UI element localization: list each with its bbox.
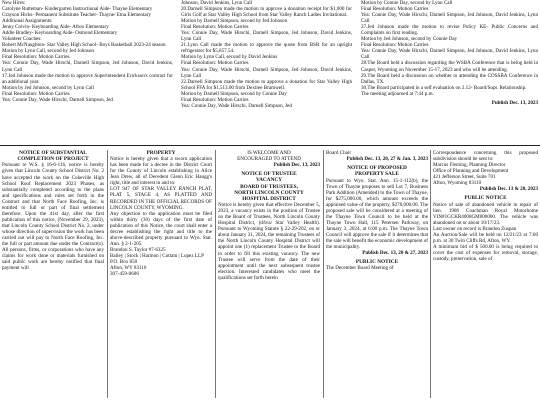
minutes-column-2	[181, 0, 352, 142]
minutes-line: 21.Lynn Call made the motion to approve the quote from BSR for an upright refrigerator for $5,857.54.	[181, 42, 352, 55]
column-divider	[323, 150, 324, 398]
publish-date: Publish Dec. 13, 2023	[491, 99, 538, 106]
notice-heading: NORTH LINCOLN COUNTY	[234, 189, 304, 196]
notice-heading: PUBLIC NOTICE	[464, 195, 507, 202]
notice-lead: ENCOURAGED TO ATTEND	[237, 156, 301, 163]
minutes-line: 22.Darnell Simpson made the motion to approve a donation for Star Valley High School FFA for $1,513.00 from Dextree Bramwell.	[181, 78, 352, 91]
minutes-line: Motion by Lynn Call, second by Jed Johnson	[2, 48, 94, 55]
notice-lead: Board Chair	[326, 150, 352, 156]
notice-heading: NOTICE OF TRUSTEE	[241, 171, 297, 178]
minutes-line: The meeting adjourned at 7:44 p.m.	[361, 90, 434, 97]
minutes-line: Grayson Hicks- Permanent Substitute Teacher- Thayne/ Etna Elementary	[2, 12, 151, 19]
notice-heading: COMPLETION OF PROJECT	[17, 156, 89, 163]
notice-property	[110, 150, 212, 400]
minutes-line: Additional Assignments:	[2, 18, 53, 25]
notice-body: Last owner on record is Brandon Zuspan	[433, 225, 517, 232]
minutes-line: 30.The Board participated in a self evaluation on 2.12- Board/Supt. Relationship.	[361, 84, 527, 91]
signature-line: 421 Jefferson Street, Suite 701	[433, 174, 496, 181]
notice-body: Any objection to the application must be filed within thirty (30) days of the first date of publication of this Notice, the court shall enter a decree establishing the right and title to the above-described property pursuant to Wyo. Stat. Ann. § 2-1-205.	[110, 210, 212, 247]
minutes-line: Volunteer Coaches:	[2, 36, 42, 43]
minutes-line: 17.Jed Johnson made the motion to approve Superintendent Erickson's contract for an additional year.	[2, 72, 173, 85]
notice-heading: PUBLIC NOTICE	[355, 259, 399, 266]
minutes-line: Yea: Connie Day, Wade Hirschi, Darnell Simpson, Jed Johnson, David Jenkins, Lynn Call	[181, 30, 352, 43]
notice-heading: PROPERTY	[146, 150, 176, 156]
notice-heading: PROPERTY SALE	[355, 171, 399, 178]
minutes-line: Motion by Jed Johnson, second by Lynn Call	[2, 84, 94, 91]
notice-body: Pursuant to Wyo. Stat. Ann. 15-1-112(b), the Town of Thayne proposes to sell Lot 7, Business Park Addition (Amended) to the Town of Thayne, for $275,000.00, which amount exceeds the appraised value of the property, $270,000.00. The proposed sale will be considered at a meeting of the Thayne Town Council to be held at the Thayne Town Hall, 115 Petersen Parkway, on January 3, 2024, at 6:00 p.m. The Thayne Town Council will approve the sale if it determines that the sale will benefit the economic development of the municipality.	[326, 177, 428, 251]
notice-heading: HOSPITAL DISTRICT	[242, 195, 296, 202]
minutes-line: Final Resolution: Motion Carries	[361, 6, 429, 13]
minutes-line: 27.Jed Johnson made the motion to revise Policy KE- Public Concerns and Complaints on first reading.	[361, 24, 538, 37]
notice-proposed-property-sale	[326, 150, 428, 400]
minutes-line: Yea: Connie Day, Wade Hirschi, Darnell Simpson, Jed Johnson, David Jenkins, Lynn Call	[2, 60, 173, 73]
publish-date: Publish Dec. 13 & 20, 2023	[479, 186, 538, 193]
minutes-line: Robert McNaughton- Star Valley High School- Boys Basketball 2023-24 season	[2, 42, 166, 49]
minutes-line: 20.Darnell Simpson made the motion to approve a donation receipt for $1,000 for Girls Golf at Star Valley High School from Star Valley Ranch Ladies Invitational.	[181, 6, 352, 19]
minutes-line: Motion by Darnell Simpson, second by Connie Day	[181, 90, 287, 97]
publish-date: Publish Dec. 13, 20 & 27, 2023	[362, 250, 428, 257]
notice-trustee-vacancy	[218, 150, 320, 400]
minutes-line: 28.The Board held a discussion regarding the WSBA Conference that is being held in Casper, Wyoming on November 15-17, 2023 and who will be attending.	[361, 60, 538, 73]
column-divider	[107, 150, 108, 398]
section-divider	[0, 145, 540, 146]
minutes-line: Yea: Connie Day, Wade Hirschi, Darnell Simpson, Jed Johnson, David Jenkins, Lynn Call	[361, 48, 538, 61]
notice-body: Pursuant to W.S. § 16-6-116, notice is hereby given that Lincoln County School District No. 2 have accepted the work on the Cokeville High School Roof Replacement 2023 Phases, as substantially completed according to the plans and specifications and rules set forth in the Contract and that North Face Roofing, Inc. is entitled to full or part of final settlement therefore. Upon the 41st day, after the first publication of this notice, (November 29, 2023), that Lincoln County School District No. 2, under whose direction of supervision the work has been carried out will pay to North Face Roofing, Inc. the full or part amount due under the Contract(s). All persons, firms, or corporations who have any claims for work done or materials furnished on said public work are hereby notified that final payment will	[2, 162, 104, 272]
notice-body: A minimum bid of $ 500.00 is being required to cover the cost of expenses for removal, storage, custody, preservation, sale of	[433, 243, 538, 262]
signature-line: Office of Planning and Development	[433, 168, 509, 175]
minutes-column-1	[2, 0, 173, 142]
minutes-line: New Hires:	[2, 0, 26, 6]
notice-heading: BOARD OF TRUSTEES,	[240, 183, 298, 190]
minutes-line: Final Resolution: Motion Carries	[2, 54, 70, 61]
minutes-line: Yea: Connie Day, Wade Hirschi, Darnell Simpson, Jed Johnson, David Jenkins, Lynn Call	[361, 12, 538, 25]
notice-heading: NOTICE OF PROPOSED	[347, 165, 407, 172]
notice-lead: IS WELCOME AND	[247, 150, 291, 156]
minutes-line: Final Resolution: Motion Carries	[181, 60, 249, 67]
publish-date: Publish Dec. 13, 2023	[273, 162, 320, 169]
minutes-line: Yea: Connie Day, Wade Hirschi, Darnell Simpson, Jed	[2, 96, 113, 103]
notice-heading: NOTICE OF SUBSTANTIAL	[19, 150, 87, 156]
signature-line: Bailey | Stock | Harmon | Cottam | Lopez LLP	[110, 252, 204, 259]
notice-heading: VACANCY	[255, 177, 283, 184]
notice-substantial-completion	[2, 150, 104, 400]
notice-body: Notice is hereby given that a sworn application has been made for a decree in the District Court for the County of Lincoln establishing in Alice Jean Drew, all of Decedent Glenn Eric Haugg's right, title and interest in and to:	[110, 156, 212, 187]
minutes-line: Motion by Lynn Call, second by David Jenkins	[181, 54, 278, 61]
column-divider	[215, 150, 216, 398]
minutes-line: Motion by Jed Johnson, second by Connie Day	[361, 36, 458, 43]
minutes-line: Final Resolution: Motion Carries	[181, 96, 249, 103]
minutes-line: Motion by Connie Day, second by Lynn Call	[361, 0, 453, 6]
notice-body: Correspondence concerning this proposed subdivision should be sent to:	[433, 150, 538, 163]
notice-body: An Auction/Sale will be held on 12/21/23 at 7:00 p.m. at 30 Twin Cliffs Rd, Afton, WY.	[433, 231, 538, 244]
minutes-line: Johnson, David Jenkins, Lynn Call	[181, 0, 253, 6]
signature-line: Afton, Wyoming 83110	[433, 180, 482, 187]
minutes-line: Carolyne Rutteman- Kindergarten Instructional Aide- Thayne Elementary	[2, 6, 153, 13]
notice-body: Notice is hereby given that effective December 5, 2023, a vacancy exists in the position of Trustee on the Board of Trustees, North Lincoln County Hospital District, (d/b/a/ Star Valley Health). Pursuant to Wyoming Statute § 22-29-202, on or about January 31, 2024, the remaining Trustees of the North Lincoln County Hospital District will appoint one (1) replacement Trustee to the Board in order to fill this existing vacancy. The new Trustee will serve from the date of their appointment until the next subsequent trustee election. Interested candidates who meet the qualifications set forth herein	[218, 202, 320, 281]
minutes-line: Addie Bradley- Keyboarding Aide- Osmond Elementary	[2, 30, 118, 37]
signature-line: Marcus Fleming, Planning Director	[433, 162, 506, 169]
signature-line: 307-459-0606	[110, 271, 139, 278]
minutes-line: Final Resolution: Motion Carries	[361, 42, 429, 49]
notice-abandoned-vehicle	[433, 150, 538, 400]
publish-date: Publish Dec. 13, 20, 27 & Jan. 3, 2023	[346, 156, 428, 163]
minutes-column-3	[361, 0, 538, 142]
signature-line: Afton, WY 83110	[110, 265, 147, 272]
minutes-line: 29.The Board held a discussion on whether to attending the COSSBA Conference in Dallas, TX.	[361, 72, 538, 85]
minutes-line: Motion by Darnell Simpson, second by Jed Johnson	[181, 18, 288, 25]
minutes-line: Yea: Connie Day, Wade Hirschi, Darnell Simpson, Jed Johnson, David Jenkins, Lynn Call	[181, 66, 352, 79]
minutes-line: Jenny Colvin- Keyboarding Aide- Afton Elementary	[2, 24, 109, 31]
legal-description: LOT 947 OF STAR VALLEY RANCH PLAT, PLAT 5, STAGE 4, AS PLATTED AND RECORDED IN THE OFFICIAL RECORDS OF LINCOLN COUNTY, WYOMING.	[110, 186, 212, 211]
column-divider	[430, 150, 431, 398]
signature-line: P.O. Box 850	[110, 259, 138, 265]
minutes-line: Yea: Connie Day, Wade Hirschi, Darnell Simpson, Jed	[181, 102, 292, 109]
notice-body: The December Board Meeting of	[326, 265, 394, 272]
signature-line: Brandon S. Taylor #7-6325	[110, 246, 166, 253]
notice-body: Notice of sale of abandoned vehicle in repair of lien. 1986 Coachman Royal Motorhome VIN#1GCKR4008GM000000. The vehicle was abandoned on or about 10/17/23.	[433, 201, 538, 226]
minutes-line: Final Resolution: Motion Carries	[2, 90, 70, 97]
minutes-line: Final Resolution: Motion Carries	[181, 24, 249, 31]
